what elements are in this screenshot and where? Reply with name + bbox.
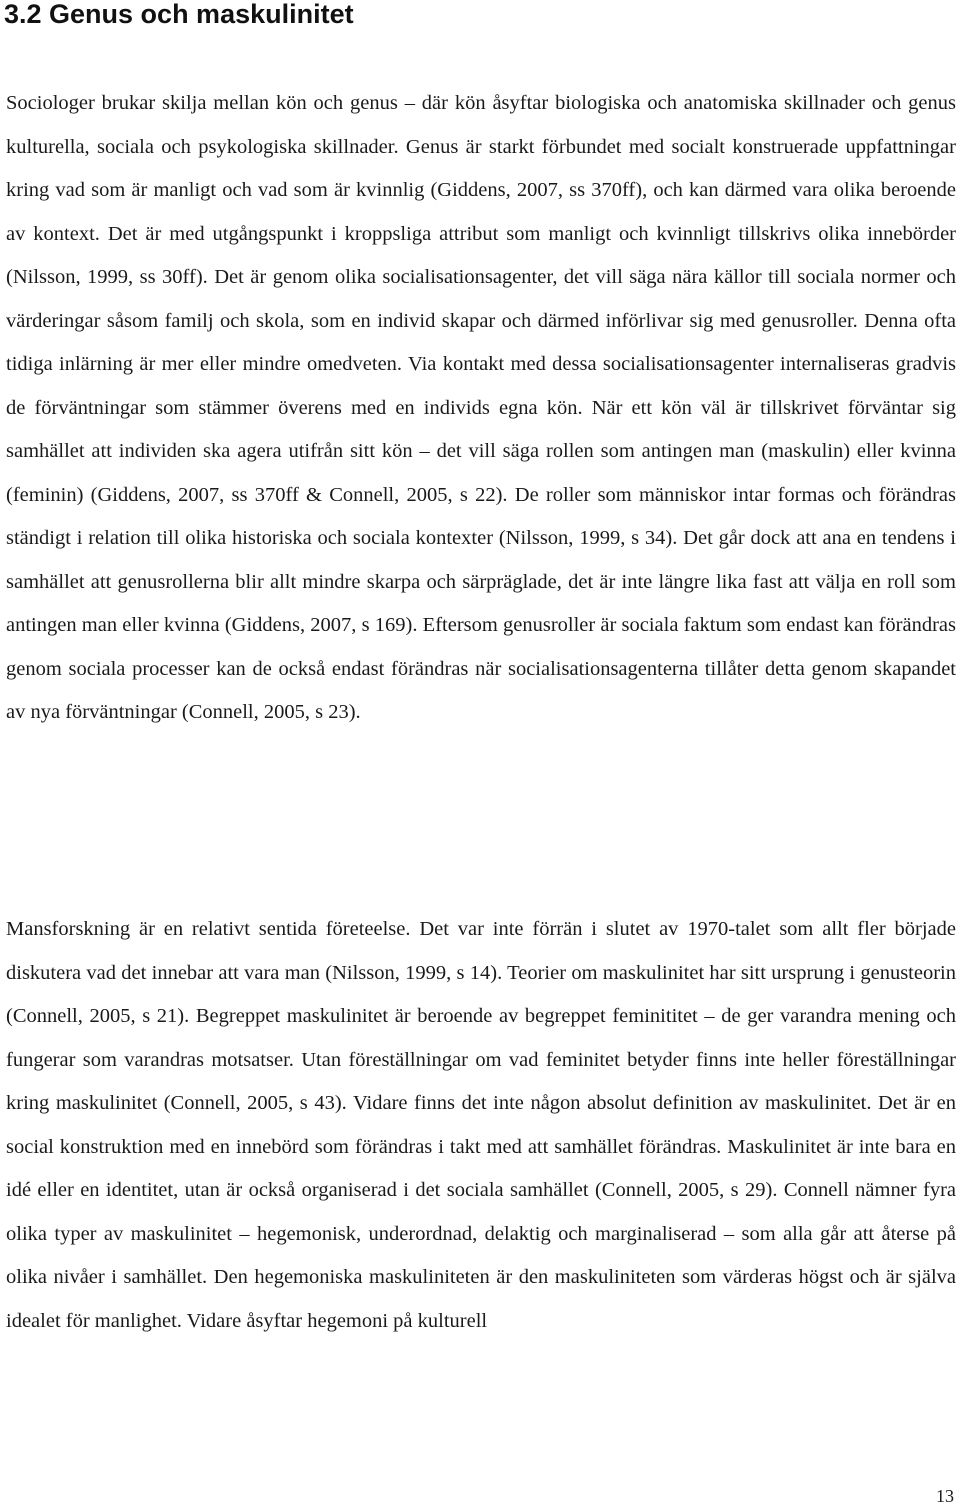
- page-number: 13: [936, 1486, 954, 1506]
- body-paragraph-masculinity: Mansforskning är en relativt sentida företeelse. Det var inte förrän i slutet av 1970-talet som allt fler började diskutera vad det innebar att vara man (Nilsson, 1999, s 14). Teorier om maskulinitet har sitt ursprung i genusteorin (Connell, 2005, s 21). Begreppet maskulinitet är beroende av begreppet feminititet – de ger varandra mening och fungerar som varandras motsatser. Utan föreställningar om vad feminitet betyder finns inte heller föreställningar kring maskulinitet (Connell, 2005, s 43). Vidare finns det inte någon absolut definition av maskulinitet. Det är en social konstruktion med en innebörd som förändras i takt med att samhället förändras. Maskulinitet är inte bara en idé eller en identitet, utan är också organiserad i det sociala samhället (Connell, 2005, s 29). Connell nämner fyra olika typer av maskulinitet – hegemonisk, underordnad, delaktig och marginaliserad – som alla går att återse på olika nivåer i samhället. Den hegemoniska maskuliniteten är den maskuliniteten som värderas högst och är själva idealet för manlighet. Vidare åsyftar hegemoni på kulturell: [6, 918, 956, 1332]
- body-paragraph-gender: Sociologer brukar skilja mellan kön och genus – där kön åsyftar biologiska och anatomiska skillnader och genus kulturella, sociala och psykologiska skillnader. Genus är starkt förbundet med socialt konstruerade uppfattningar kring vad som är manligt och vad som är kvinnlig (Giddens, 2007, ss 370ff), och kan därmed vara olika beroende av kontext. Det är med utgångspunkt i kroppsliga attribut som manligt och kvinnligt tillskrivs olika innebörder (Nilsson, 1999, ss 30ff). Det är genom olika socialisationsagenter, det vill säga nära källor till sociala normer och värderingar såsom familj och skola, som en individ skapar och därmed införlivar sig med genusroller. Denna ofta tidiga inlärning är mer eller mindre omedveten. Via kontakt med dessa socialisationsagenter internaliseras gradvis de förväntningar som stämmer överens med en individs egna kön. När ett kön väl är tillskrivet förväntar sig samhället att individen ska agera utifrån sitt kön – det vill säga rollen som antingen man (maskulin) eller kvinna (feminin) (Giddens, 2007, ss 370ff & Connell, 2005, s 22). De roller som människor intar formas och förändras ständigt i relation till olika historiska och sociala kontexter (Nilsson, 1999, s 34). Det går dock att ana en tendens i samhället att genusrollerna blir allt mindre skarpa och särpräglade, det är inte längre lika fast att välja en roll som antingen man eller kvinna (Giddens, 2007, s 169). Eftersom genusroller är sociala faktum som endast kan förändras genom sociala processer kan de också endast förändras när socialisationsagenterna tillåter detta genom skapandet av nya förväntningar (Connell, 2005, s 23).: [6, 92, 956, 723]
- section-heading: 3.2 Genus och maskulinitet: [4, 0, 354, 29]
